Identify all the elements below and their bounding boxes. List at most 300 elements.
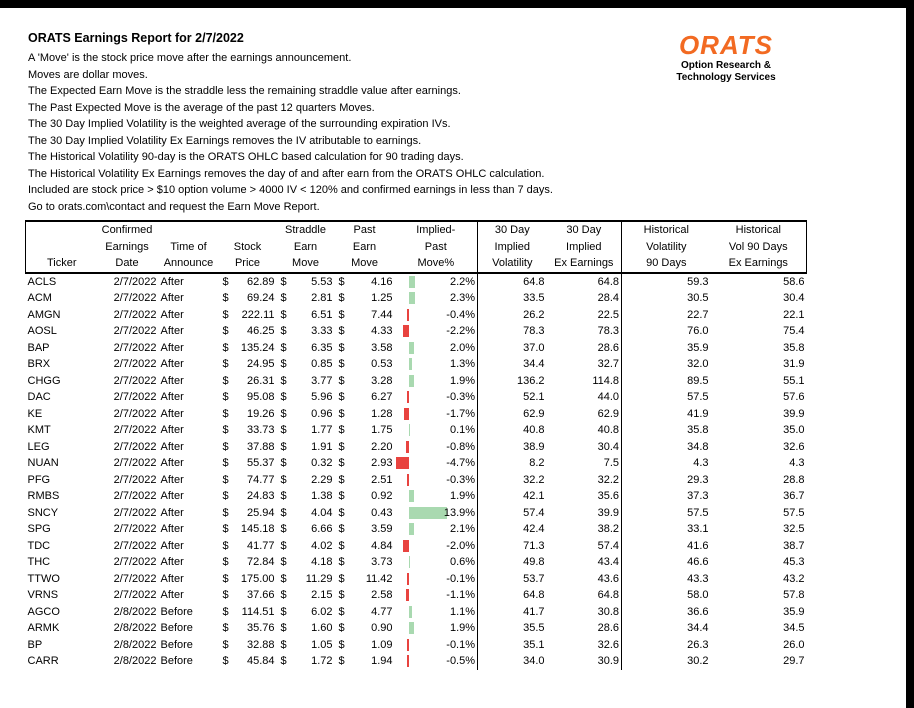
implied-past-value: -0.8% (446, 440, 476, 453)
currency-symbol: $ (222, 275, 229, 288)
report-notes (28, 50, 553, 215)
currency-symbol: $ (280, 407, 287, 420)
iv30-cell: 62.9 (478, 406, 547, 423)
currency-symbol: $ (222, 506, 229, 519)
iv30-ex-cell: 7.5 (603, 457, 620, 469)
data-bar (407, 655, 409, 667)
hv90-ex-cell: 32.5 (783, 523, 805, 535)
implied-past-cell (395, 373, 478, 390)
price-cell: 114.51 (241, 605, 275, 618)
price-cell: 24.95 (246, 358, 275, 370)
price-cell: 62.89 (246, 275, 275, 288)
currency-symbol: $ (338, 655, 345, 667)
report-title: ORATS Earnings Report for 2/7/2022 (28, 31, 244, 45)
implied-past-cell (395, 538, 478, 555)
straddle-cell: 0.96 (311, 407, 333, 420)
currency-symbol: $ (280, 473, 287, 486)
data-bar (409, 342, 414, 354)
iv30-ex-cell: 38.2 (597, 523, 620, 535)
price-cell: 35.76 (246, 622, 275, 634)
currency-symbol: $ (280, 308, 287, 321)
date-cell: 2/7/2022 (113, 539, 157, 552)
header-cell (26, 221, 96, 239)
iv30-cell: 35.1 (478, 637, 547, 654)
past-move-cell: 0.53 (371, 358, 393, 370)
date-cell: 2/7/2022 (113, 424, 157, 436)
implied-past-value: -1.1% (446, 589, 476, 601)
straddle-cell: 5.96 (311, 391, 333, 403)
time-cell: After (160, 308, 184, 321)
header-cell: Price (219, 255, 277, 273)
ticker-cell: KE (27, 407, 43, 420)
currency-symbol: $ (222, 572, 229, 585)
currency-symbol: $ (222, 424, 229, 436)
price-cell: 145.18 (240, 523, 275, 535)
hv90-ex-cell: 57.5 (783, 506, 805, 519)
iv30-cell: 41.7 (478, 604, 547, 621)
hv90-ex-cell: 35.8 (783, 341, 805, 354)
table-row (26, 439, 807, 456)
straddle-cell: 0.32 (311, 457, 333, 469)
currency-symbol: $ (338, 325, 345, 337)
note-line: Moves are dollar moves. (28, 68, 148, 81)
header-cell: Past (424, 240, 447, 253)
header-cell: Past (335, 221, 395, 239)
date-cell: 2/7/2022 (113, 589, 157, 601)
hv90-ex-cell: 36.7 (783, 490, 805, 502)
straddle-cell: 0.85 (311, 358, 333, 370)
currency-symbol: $ (338, 539, 345, 552)
header-row (26, 255, 807, 273)
header-cell: Volatility (478, 255, 547, 273)
iv30-ex-cell: 32.2 (597, 473, 620, 486)
currency-symbol: $ (280, 622, 287, 634)
hv90-cell: 35.9 (622, 340, 711, 357)
date-cell: 2/7/2022 (113, 440, 157, 453)
past-move-cell: 4.33 (371, 325, 393, 337)
straddle-cell: 3.77 (311, 374, 333, 387)
past-move-cell: 2.93 (371, 457, 393, 469)
implied-past-cell (395, 455, 478, 472)
price-cell: 46.25 (246, 325, 275, 337)
currency-symbol: $ (222, 292, 229, 304)
past-move-cell: 11.42 (365, 572, 393, 585)
ticker-cell: DAC (27, 391, 51, 403)
currency-symbol: $ (338, 523, 345, 535)
price-cell: 69.24 (246, 292, 275, 304)
past-move-cell: 2.51 (371, 473, 393, 486)
currency-symbol: $ (338, 622, 345, 634)
time-cell: After (160, 374, 184, 387)
time-cell: After (160, 275, 184, 288)
iv30-cell: 57.4 (478, 505, 547, 522)
straddle-cell: 6.35 (311, 341, 333, 354)
hv90-ex-cell: 35.9 (783, 605, 805, 618)
implied-past-value: 0.6% (449, 556, 476, 568)
price-cell: 25.94 (246, 506, 275, 519)
date-cell: 2/8/2022 (113, 638, 157, 651)
time-cell: After (160, 358, 184, 370)
header-cell: Implied (566, 240, 602, 253)
date-cell: 2/7/2022 (113, 308, 157, 321)
iv30-ex-cell: 40.8 (597, 424, 620, 436)
implied-past-value: -2.0% (446, 539, 476, 552)
currency-symbol: $ (338, 424, 345, 436)
time-cell: Before (160, 638, 193, 651)
currency-symbol: $ (338, 589, 345, 601)
note-line: Go to orats.com\contact and request the Earn Move Report. (28, 200, 320, 213)
header-cell: Earn (293, 240, 318, 253)
date-cell: 2/7/2022 (113, 556, 157, 568)
currency-symbol: $ (280, 539, 287, 552)
currency-symbol: $ (222, 605, 229, 618)
ticker-cell: CHGG (27, 374, 61, 387)
straddle-cell: 3.33 (311, 325, 333, 337)
implied-past-value: 1.9% (449, 490, 476, 502)
currency-symbol: $ (338, 605, 345, 618)
iv30-cell: 71.3 (478, 538, 547, 555)
table-row (26, 505, 807, 522)
implied-past-value: 2.0% (449, 341, 476, 354)
table-row (26, 571, 807, 588)
iv30-cell: 38.9 (478, 439, 547, 456)
iv30-ex-cell: 28.4 (597, 292, 620, 304)
price-cell: 33.73 (246, 424, 275, 436)
currency-symbol: $ (280, 424, 287, 436)
currency-symbol: $ (280, 391, 287, 403)
hv90-cell: 59.3 (622, 273, 711, 291)
header-cell: Ex Earnings (547, 255, 622, 273)
ticker-cell: THC (27, 556, 51, 568)
table-row (26, 653, 807, 670)
hv90-ex-cell: 4.3 (789, 457, 805, 469)
currency-symbol: $ (338, 407, 345, 420)
implied-past-value: 2.3% (449, 292, 476, 304)
currency-symbol: $ (222, 655, 229, 667)
time-cell: After (160, 457, 184, 469)
data-bar (409, 375, 414, 387)
implied-past-value: -4.7% (446, 457, 476, 469)
data-bar (409, 606, 412, 618)
data-bar (406, 441, 408, 453)
currency-symbol: $ (338, 506, 345, 519)
currency-symbol: $ (338, 473, 345, 486)
ticker-cell: LEG (27, 440, 50, 453)
time-cell: After (160, 341, 184, 354)
table-row (26, 554, 807, 571)
data-bar (409, 556, 411, 568)
table-row (26, 587, 807, 604)
implied-past-cell (395, 422, 478, 439)
straddle-cell: 1.77 (311, 424, 333, 436)
past-move-cell: 1.94 (371, 655, 393, 667)
currency-symbol: $ (280, 275, 287, 288)
price-cell: 26.31 (246, 374, 275, 387)
data-bar (409, 490, 414, 502)
iv30-cell: 40.8 (478, 422, 547, 439)
implied-past-value: -0.5% (446, 655, 476, 667)
hv90-cell: 57.5 (622, 505, 711, 522)
currency-symbol: $ (280, 506, 287, 519)
hv90-cell: 30.2 (622, 653, 711, 670)
time-cell: After (160, 572, 184, 585)
iv30-ex-cell: 64.8 (597, 275, 620, 288)
currency-symbol: $ (338, 391, 345, 403)
time-cell: Before (160, 622, 193, 634)
data-bar (407, 573, 409, 585)
currency-symbol: $ (222, 325, 229, 337)
currency-symbol: $ (222, 473, 229, 486)
implied-past-cell (395, 323, 478, 340)
table-row (26, 604, 807, 621)
straddle-cell: 1.91 (311, 440, 333, 453)
iv30-ex-cell: 43.4 (597, 556, 620, 568)
iv30-ex-cell: 78.3 (597, 325, 620, 337)
past-move-cell: 4.16 (371, 275, 393, 288)
hv90-ex-cell: 31.9 (783, 358, 805, 370)
ticker-cell: ACLS (27, 275, 57, 288)
hv90-cell: 4.3 (622, 455, 711, 472)
currency-symbol: $ (280, 638, 287, 651)
hv90-cell: 41.9 (622, 406, 711, 423)
implied-past-value: -0.3% (446, 473, 476, 486)
ticker-cell: TTWO (27, 572, 60, 585)
implied-past-cell (395, 571, 478, 588)
hv90-cell: 22.7 (622, 307, 711, 324)
date-cell: 2/7/2022 (113, 457, 157, 469)
date-cell: 2/7/2022 (113, 490, 157, 502)
hv90-ex-cell: 29.7 (783, 655, 805, 667)
hv90-ex-cell: 58.6 (783, 275, 805, 288)
data-bar (403, 540, 408, 552)
currency-symbol: $ (338, 490, 345, 502)
price-cell: 175.00 (240, 572, 275, 585)
iv30-cell: 26.2 (478, 307, 547, 324)
ticker-cell: VRNS (27, 589, 59, 601)
time-cell: After (160, 556, 184, 568)
time-cell: After (160, 589, 184, 601)
straddle-cell: 2.81 (311, 292, 333, 304)
straddle-cell: 1.38 (311, 490, 333, 502)
header-cell: Date (96, 255, 159, 273)
currency-symbol: $ (280, 605, 287, 618)
date-cell: 2/7/2022 (113, 292, 157, 304)
implied-past-value: 1.9% (449, 622, 476, 634)
implied-past-cell (395, 472, 478, 489)
table-row (26, 521, 807, 538)
implied-past-cell (395, 488, 478, 505)
date-cell: 2/7/2022 (113, 341, 157, 354)
iv30-ex-cell: 30.4 (597, 440, 620, 453)
ticker-cell: ACM (27, 292, 52, 304)
data-bar (407, 391, 409, 403)
data-bar (409, 523, 415, 535)
date-cell: 2/7/2022 (113, 473, 157, 486)
header-cell: 30 Day (547, 221, 622, 239)
implied-past-value: -2.2% (446, 325, 476, 337)
currency-symbol: $ (222, 440, 229, 453)
currency-symbol: $ (222, 341, 229, 354)
ticker-cell: AGCO (27, 605, 60, 618)
implied-past-value: 13.9% (443, 506, 476, 519)
hv90-cell: 76.0 (622, 323, 711, 340)
note-line: The Past Expected Move is the average of the past 12 quarters Moves. (28, 101, 375, 114)
header-cell: Move (277, 255, 335, 273)
iv30-cell: 8.2 (478, 455, 547, 472)
past-move-cell: 1.25 (371, 292, 393, 304)
implied-past-cell (395, 587, 478, 604)
past-move-cell: 1.28 (371, 407, 393, 420)
header-cell: Confirmed (96, 221, 159, 239)
time-cell: Before (160, 655, 193, 667)
price-cell: 55.37 (246, 457, 275, 469)
header-cell (26, 239, 96, 256)
currency-symbol: $ (280, 374, 287, 387)
hv90-ex-cell: 57.6 (783, 391, 805, 403)
implied-past-cell (395, 653, 478, 670)
currency-symbol: $ (338, 572, 345, 585)
iv30-cell: 32.2 (478, 472, 547, 489)
header-cell: Earnings (105, 240, 149, 253)
date-cell: 2/7/2022 (113, 391, 157, 403)
implied-past-cell (395, 406, 478, 423)
data-bar (409, 276, 415, 288)
implied-past-cell (395, 340, 478, 357)
hv90-cell: 43.3 (622, 571, 711, 588)
implied-past-cell (395, 307, 478, 324)
price-cell: 37.66 (246, 589, 275, 601)
implied-past-cell (395, 389, 478, 406)
iv30-cell: 64.8 (478, 587, 547, 604)
ticker-cell: BP (27, 638, 43, 651)
ticker-cell: BRX (27, 358, 51, 370)
table-row (26, 323, 807, 340)
currency-symbol: $ (222, 457, 229, 469)
currency-symbol: $ (338, 275, 345, 288)
currency-symbol: $ (280, 589, 287, 601)
iv30-cell: 34.4 (478, 356, 547, 373)
price-cell: 72.84 (246, 556, 275, 568)
ticker-cell: CARR (27, 655, 59, 667)
table-row (26, 340, 807, 357)
iv30-cell: 42.1 (478, 488, 547, 505)
date-cell: 2/7/2022 (113, 358, 157, 370)
iv30-ex-cell: 57.4 (597, 539, 620, 552)
implied-past-cell (395, 356, 478, 373)
past-move-cell: 0.90 (371, 622, 393, 634)
price-cell: 135.24 (240, 341, 275, 354)
hv90-cell: 30.5 (622, 290, 711, 307)
hv90-ex-cell: 39.9 (783, 407, 805, 420)
header-cell: Time of (170, 240, 207, 253)
ticker-cell: KMT (27, 424, 51, 436)
hv90-ex-cell: 35.0 (783, 424, 805, 436)
header-cell: Earn (352, 240, 377, 253)
logo-subtitle-line2: Technology Services (676, 72, 776, 83)
header-cell: Ex Earnings (711, 255, 807, 273)
hv90-ex-cell: 22.1 (783, 308, 805, 321)
straddle-cell: 5.53 (311, 275, 333, 288)
iv30-cell: 33.5 (478, 290, 547, 307)
time-cell: After (160, 391, 184, 403)
straddle-cell: 4.04 (311, 506, 333, 519)
ticker-cell: NUAN (27, 457, 59, 469)
straddle-cell: 6.66 (311, 523, 333, 535)
straddle-cell: 2.15 (311, 589, 333, 601)
straddle-cell: 4.02 (311, 539, 333, 552)
iv30-cell: 35.5 (478, 620, 547, 637)
logo-subtitle-line1: Option Research & (680, 60, 772, 71)
table-row (26, 620, 807, 637)
hv90-ex-cell: 75.4 (783, 325, 805, 337)
date-cell: 2/7/2022 (113, 572, 157, 585)
hv90-ex-cell: 45.3 (783, 556, 805, 568)
currency-symbol: $ (222, 391, 229, 403)
currency-symbol: $ (222, 490, 229, 502)
table-row (26, 389, 807, 406)
currency-symbol: $ (222, 358, 229, 370)
currency-symbol: $ (222, 523, 229, 535)
hv90-ex-cell: 30.4 (783, 292, 805, 304)
table-row (26, 307, 807, 324)
implied-past-value: 2.2% (449, 275, 476, 288)
price-cell: 37.88 (246, 440, 275, 453)
iv30-cell: 64.8 (478, 273, 547, 291)
currency-symbol: $ (280, 556, 287, 568)
straddle-cell: 1.60 (311, 622, 333, 634)
ticker-cell: RMBS (27, 490, 60, 502)
data-bar (407, 309, 409, 321)
past-move-cell: 7.44 (371, 308, 393, 321)
implied-past-value: -0.1% (446, 638, 476, 651)
currency-symbol: $ (338, 341, 345, 354)
time-cell: After (160, 407, 184, 420)
header-row (26, 239, 807, 256)
price-cell: 45.84 (246, 655, 275, 667)
iv30-cell: 37.0 (478, 340, 547, 357)
note-line: The 30 Day Implied Volatility Ex Earnings removes the IV atributable to earnings. (28, 134, 422, 147)
data-bar (409, 622, 414, 634)
implied-past-cell (395, 637, 478, 654)
currency-symbol: $ (280, 358, 287, 370)
hv90-ex-cell: 26.0 (783, 638, 805, 651)
currency-symbol: $ (338, 374, 345, 387)
currency-symbol: $ (338, 440, 345, 453)
currency-symbol: $ (338, 292, 345, 304)
hv90-cell: 58.0 (622, 587, 711, 604)
time-cell: After (160, 506, 184, 519)
header-cell: Straddle (277, 221, 335, 239)
time-cell: After (160, 292, 184, 304)
header-cell: Implied- (395, 221, 478, 239)
header-cell: Move% (395, 255, 478, 273)
note-line: The Expected Earn Move is the straddle less the remaining straddle value after earnings. (28, 85, 461, 97)
header-cell: Historical (622, 221, 711, 239)
time-cell: After (160, 325, 184, 337)
currency-symbol: $ (222, 638, 229, 651)
header-cell: Historical (711, 221, 807, 239)
iv30-cell: 49.8 (478, 554, 547, 571)
iv30-ex-cell: 44.0 (597, 391, 620, 403)
ticker-cell: AOSL (27, 325, 57, 337)
ticker-cell: ARMK (27, 622, 60, 634)
currency-symbol: $ (338, 308, 345, 321)
data-bar (403, 325, 409, 337)
data-bar (409, 507, 447, 519)
header-row (26, 221, 807, 239)
iv30-ex-cell: 30.8 (597, 605, 620, 618)
date-cell: 2/7/2022 (113, 523, 157, 535)
